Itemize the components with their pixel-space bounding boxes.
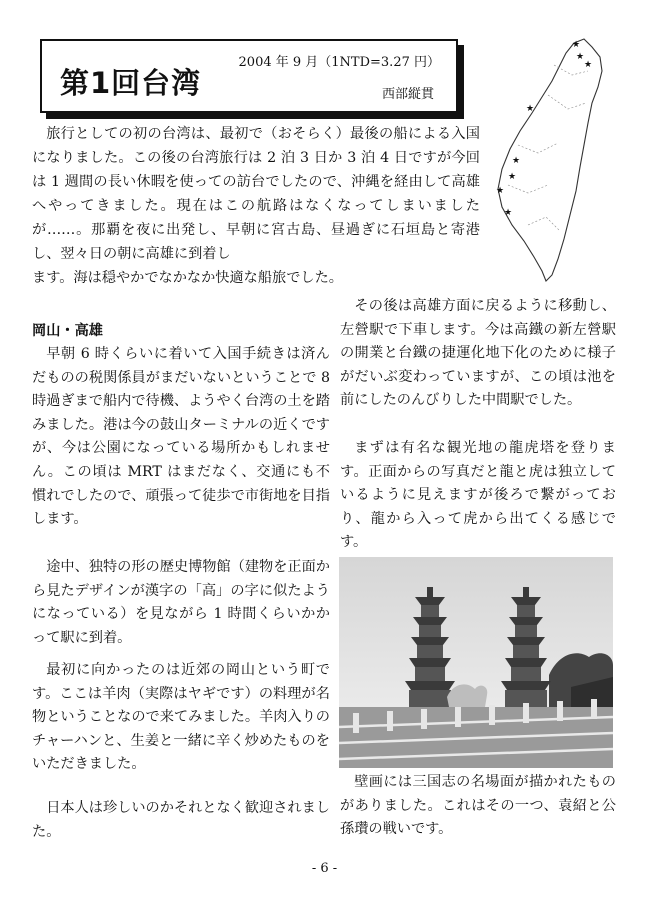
right-paragraph: まずは有名な観光地の龍虎塔を登ります。正面からの写真だと龍と虎は独立しているように見えますが後ろで繋がっており、龍から入って虎から出てくる感じです。 [340, 440, 616, 551]
svg-text:★: ★ [503, 208, 513, 218]
left-paragraph: 早朝 6 時くらいに着いて入国手続きは済んだものの税関係員がまだいないということで 8 時過ぎまで船内で待機、ようやく台湾の土を踏みました。港は今の鼓山ターミナルの近くですが、今は公園になっている場所かもしれません。この頃は MRT はまだなく、交通にも不慣れでしたので、頑張って徒歩で市街地を目指します。 [32, 346, 330, 528]
page-number: - 6 - [311, 861, 338, 876]
svg-text:★: ★ [583, 60, 593, 70]
svg-text:★: ★ [507, 172, 517, 182]
svg-text:★: ★ [495, 186, 505, 196]
left-paragraph: 最初に向かったのは近郊の岡山という町です。ここは羊肉（実際はヤギです）の料理が名物ということなので来てみました。羊肉入りのチャーハンと、生姜と一緒に辛く炒めたものをいただきました。 [32, 662, 330, 773]
taiwan-map-icon [488, 35, 618, 285]
section-heading: 岡山・高雄 [32, 323, 103, 339]
svg-text:★: ★ [525, 104, 535, 114]
svg-text:★: ★ [575, 52, 585, 62]
left-paragraph: 途中、独特の形の歴史博物館（建物を正面から見たデザインが漢字の「高」の字に似たようになっている）を見ながら 1 時間くらいかかって駅に到着。 [32, 559, 330, 646]
pagoda-photo-icon [339, 557, 613, 768]
page-title: 第1回台湾 [60, 66, 202, 100]
photo-caption: 壁画には三国志の名場面が描かれたものがありました。これはその一つ、袁紹と公孫瓚の戦いです。 [340, 774, 616, 838]
svg-text:★: ★ [511, 156, 521, 166]
title-box [40, 39, 458, 113]
intro-paragraph-tail: ます。海は穏やかでなかなか快適な船旅でした。 [32, 270, 343, 286]
intro-paragraph: 旅行としての初の台湾は、最初で（おそらく）最後の船による入国になりました。この後の台湾旅行は 2 泊 3 日か 3 泊 4 日ですが今回は 1 週間の長い休暇を使っての訪台でしたので、沖縄を経由して高雄へやってきました。現在はこの航路はなくなってしまいましたが……。那覇を夜に出発し、早朝に宮古島、昼過ぎに石垣島と寄港し、翌々日の朝に高雄に到着し [32, 126, 480, 262]
svg-text:★: ★ [571, 40, 581, 50]
author: 西部縦貫 [381, 87, 434, 102]
left-paragraph: 日本人は珍しいのかそれとなく歓迎されました。 [32, 800, 330, 840]
date-rate: 2004 年 9 月（1NTD=3.27 円） [238, 55, 440, 70]
right-paragraph: その後は高雄方面に戻るように移動し、左營駅で下車します。今は高鐵の新左營駅の開業と台鐵の捷運化地下化のために様子がだいぶ変わっていますが、この頃は池を前にしたのんびりした中間駅でした。 [340, 298, 616, 409]
pagoda-photo [339, 557, 613, 768]
